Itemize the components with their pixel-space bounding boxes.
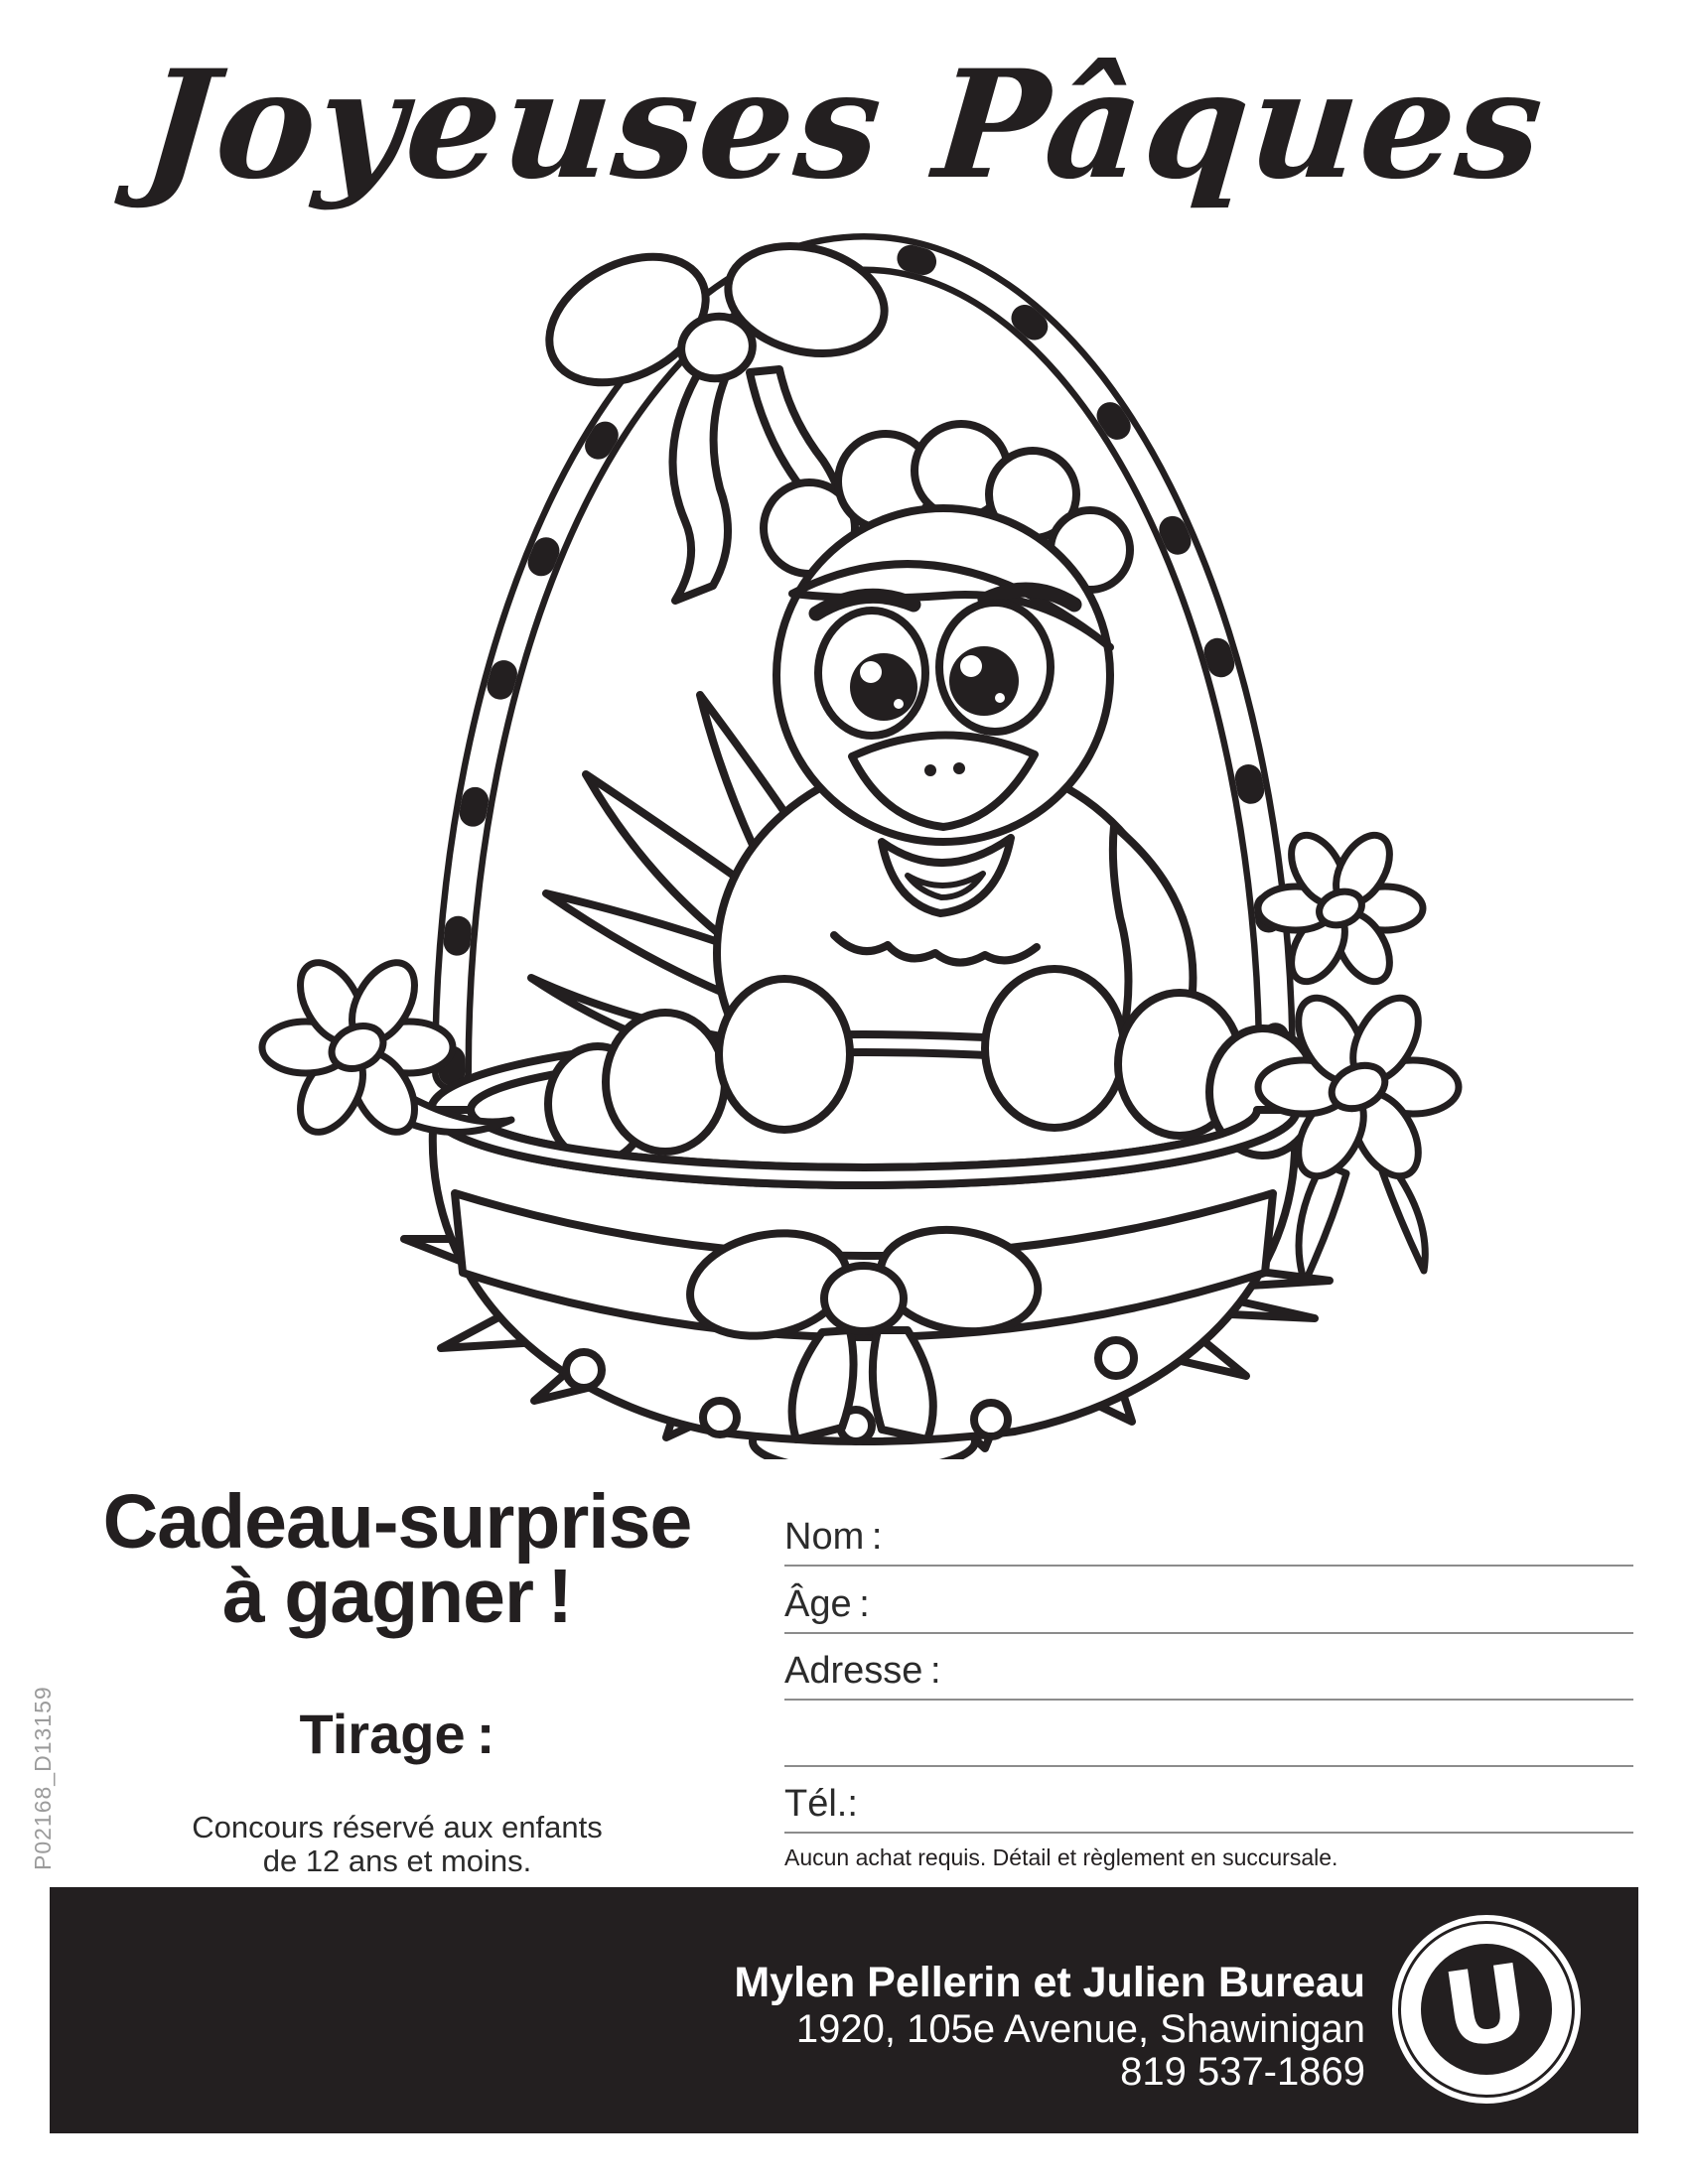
eligibility-line1: Concours réservé aux enfants xyxy=(192,1810,603,1844)
store-name: Mylen Pellerin et Julien Bureau xyxy=(734,1959,1365,2006)
form-field-nom xyxy=(784,1511,1633,1567)
form-field-adresse xyxy=(784,1645,1633,1701)
store-address: 1920, 105e Avenue, Shawinigan xyxy=(795,2007,1365,2051)
eligibility-line2: de 12 ans et moins. xyxy=(262,1843,532,1878)
page-title: Joyeuses Pâques xyxy=(136,38,1552,212)
form-label-nom: Nom : xyxy=(784,1516,883,1558)
form-field-age xyxy=(784,1578,1633,1634)
easter-chick-basket-illustration xyxy=(248,199,1489,1459)
logo-letter: U xyxy=(1436,1940,1536,2073)
form-label-age: Âge : xyxy=(784,1583,870,1625)
uniprix-logo xyxy=(1392,1915,1581,2104)
prize-headline-line2: à gagner ! xyxy=(222,1554,572,1639)
prize-headline-line1: Cadeau-surprise xyxy=(102,1479,692,1565)
form-field-tel xyxy=(784,1778,1633,1834)
form-label-tel: Tél.: xyxy=(784,1783,858,1825)
prize-headline xyxy=(79,1479,715,1639)
form-label-adresse: Adresse : xyxy=(784,1650,941,1692)
eligibility-note xyxy=(79,1811,715,1878)
form-field-adresse-line2 xyxy=(784,1711,1633,1767)
contest-disclaimer: Aucun achat requis. Détail et règlement en succursale. xyxy=(784,1844,1338,1870)
print-code: P02168_D13159 xyxy=(30,1686,56,1870)
store-footer xyxy=(50,1887,1638,2133)
draw-label: Tirage : xyxy=(299,1703,495,1765)
store-phone: 819 537-1869 xyxy=(1120,2050,1365,2094)
